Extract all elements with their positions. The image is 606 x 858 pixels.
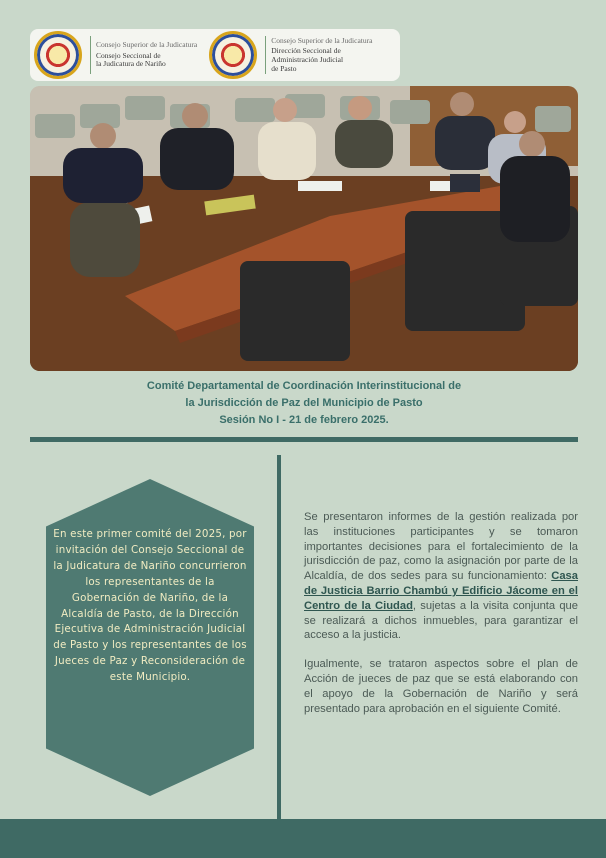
photo-caption [30, 378, 578, 429]
right-org-top: Consejo Superior de la Judicatura [271, 35, 373, 45]
caption-line-3: Sesión No I - 21 de febrero 2025. [219, 414, 389, 426]
paragraph-2: Igualmente, se trataron aspectos sobre el plan de Acción de jueces de paz que se está elaborando con el apoyo de la Gobernación de Nariño y será presentado para aprobación en el siguiente Comité. [304, 658, 578, 715]
paragraph-1 [304, 510, 578, 643]
right-org-bottom-2: Administración Judicial [271, 55, 344, 64]
meeting-photo [30, 86, 578, 371]
colombia-seal-icon [209, 31, 257, 79]
highlighted-locations: Casa de Justicia Barrio Chambú y Edificio Jácome en el Centro de la Ciudad [304, 570, 578, 612]
body-text [304, 510, 578, 730]
vertical-divider [277, 455, 281, 819]
right-organization [271, 37, 372, 74]
caption-line-2: la Jurisdicción de Paz del Municipio de Pasto [185, 397, 423, 409]
divider [90, 36, 91, 74]
left-org-bottom-2: la Judicatura de Nariño [96, 59, 166, 69]
right-org-bottom-3: de Pasto [271, 63, 297, 73]
colombia-seal-icon [34, 31, 82, 79]
divider [265, 36, 266, 74]
caption-line-1: Comité Departamental de Coordinación Interinstitucional de [146, 380, 462, 392]
hexagon-text: En este primer comité del 2025, por invitación del Consejo Seccional de la Judicatura de Nariño concurrieron los representantes de la Gobernación de Nariño, de la Alcaldía de Pasto, de la Dirección Ejecutiva de Administración Judicial de Pasto y los representantes de los Jueces de Paz y Reconsideración de este Municipio. [53, 528, 247, 684]
footer-bar [0, 819, 606, 858]
right-org-bottom-1: Dirección Seccional de [271, 46, 341, 56]
horizontal-divider [30, 437, 578, 442]
left-org-top: Consejo Superior de la Judicatura [96, 40, 198, 50]
header-logo-bar [30, 29, 400, 81]
paragraph-1-end: , sujetas a la visita conjunta que se realizará a dichos inmuebles, para garantizar el acceso a la justicia. [304, 599, 578, 642]
left-organization [96, 41, 197, 69]
paragraph-1-start: Se presentaron informes de la gestión realizada por las instituciones participantes y se tomaron importantes decisiones para el fortalecimiento de la jurisdicción de paz, como la asignación por parte de la Alcaldía, de dos sedes para su funcionamiento: [304, 511, 578, 583]
left-org-bottom-1: Consejo Seccional de [96, 50, 161, 60]
